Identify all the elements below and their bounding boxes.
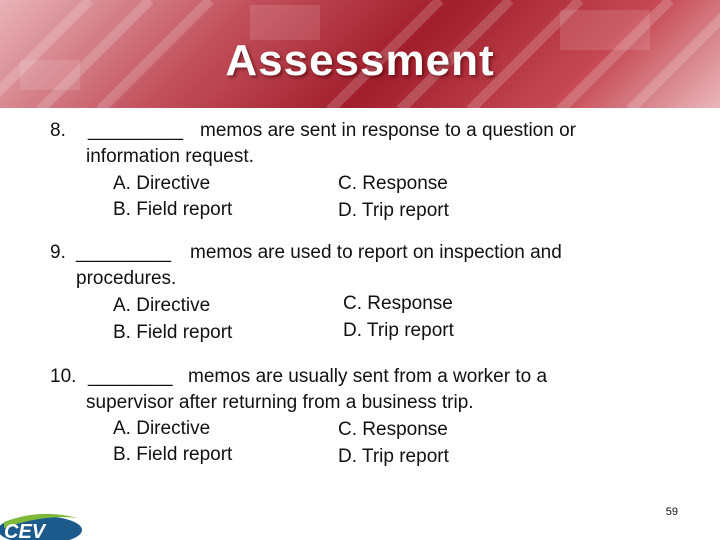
question-9-option-d: D. Trip report <box>343 320 454 341</box>
question-8-blank: _________ <box>88 120 184 141</box>
question-10-text-line2: supervisor after returning from a business trip. <box>86 392 474 413</box>
question-9-number: 9. <box>50 242 66 263</box>
question-8-text-line1: memos are sent in response to a question or <box>200 120 576 141</box>
question-8-option-a: A. Directive <box>113 173 211 194</box>
header-banner <box>0 0 720 108</box>
question-10-option-b: B. Field report <box>113 444 233 465</box>
svg-text:CEV: CEV <box>4 521 46 540</box>
question-10-blank: ________ <box>88 366 173 387</box>
question-9-option-b: B. Field report <box>113 322 233 343</box>
question-9-text-line2: procedures. <box>76 268 177 289</box>
question-10-option-a: A. Directive <box>113 418 211 439</box>
question-9-blank: _________ <box>76 242 172 263</box>
slide-title: Assessment <box>225 36 495 85</box>
question-10-number: 10. <box>50 366 77 387</box>
question-10-option-c: C. Response <box>338 419 448 440</box>
question-9-option-c: C. Response <box>343 293 453 314</box>
question-8-option-d: D. Trip report <box>338 200 449 221</box>
page-number: 59 <box>665 506 678 518</box>
question-8-option-c: C. Response <box>338 173 448 194</box>
question-10-text-line1: memos are usually sent from a worker to a <box>188 366 548 387</box>
question-8-text-line2: information request. <box>86 146 254 167</box>
question-10-option-d: D. Trip report <box>338 446 449 467</box>
question-8-option-b: B. Field report <box>113 199 233 220</box>
question-9-option-a: A. Directive <box>113 295 211 316</box>
question-8-number: 8. <box>50 120 66 141</box>
cev-logo <box>0 508 90 540</box>
question-9-text-line1: memos are used to report on inspection and <box>190 242 562 263</box>
